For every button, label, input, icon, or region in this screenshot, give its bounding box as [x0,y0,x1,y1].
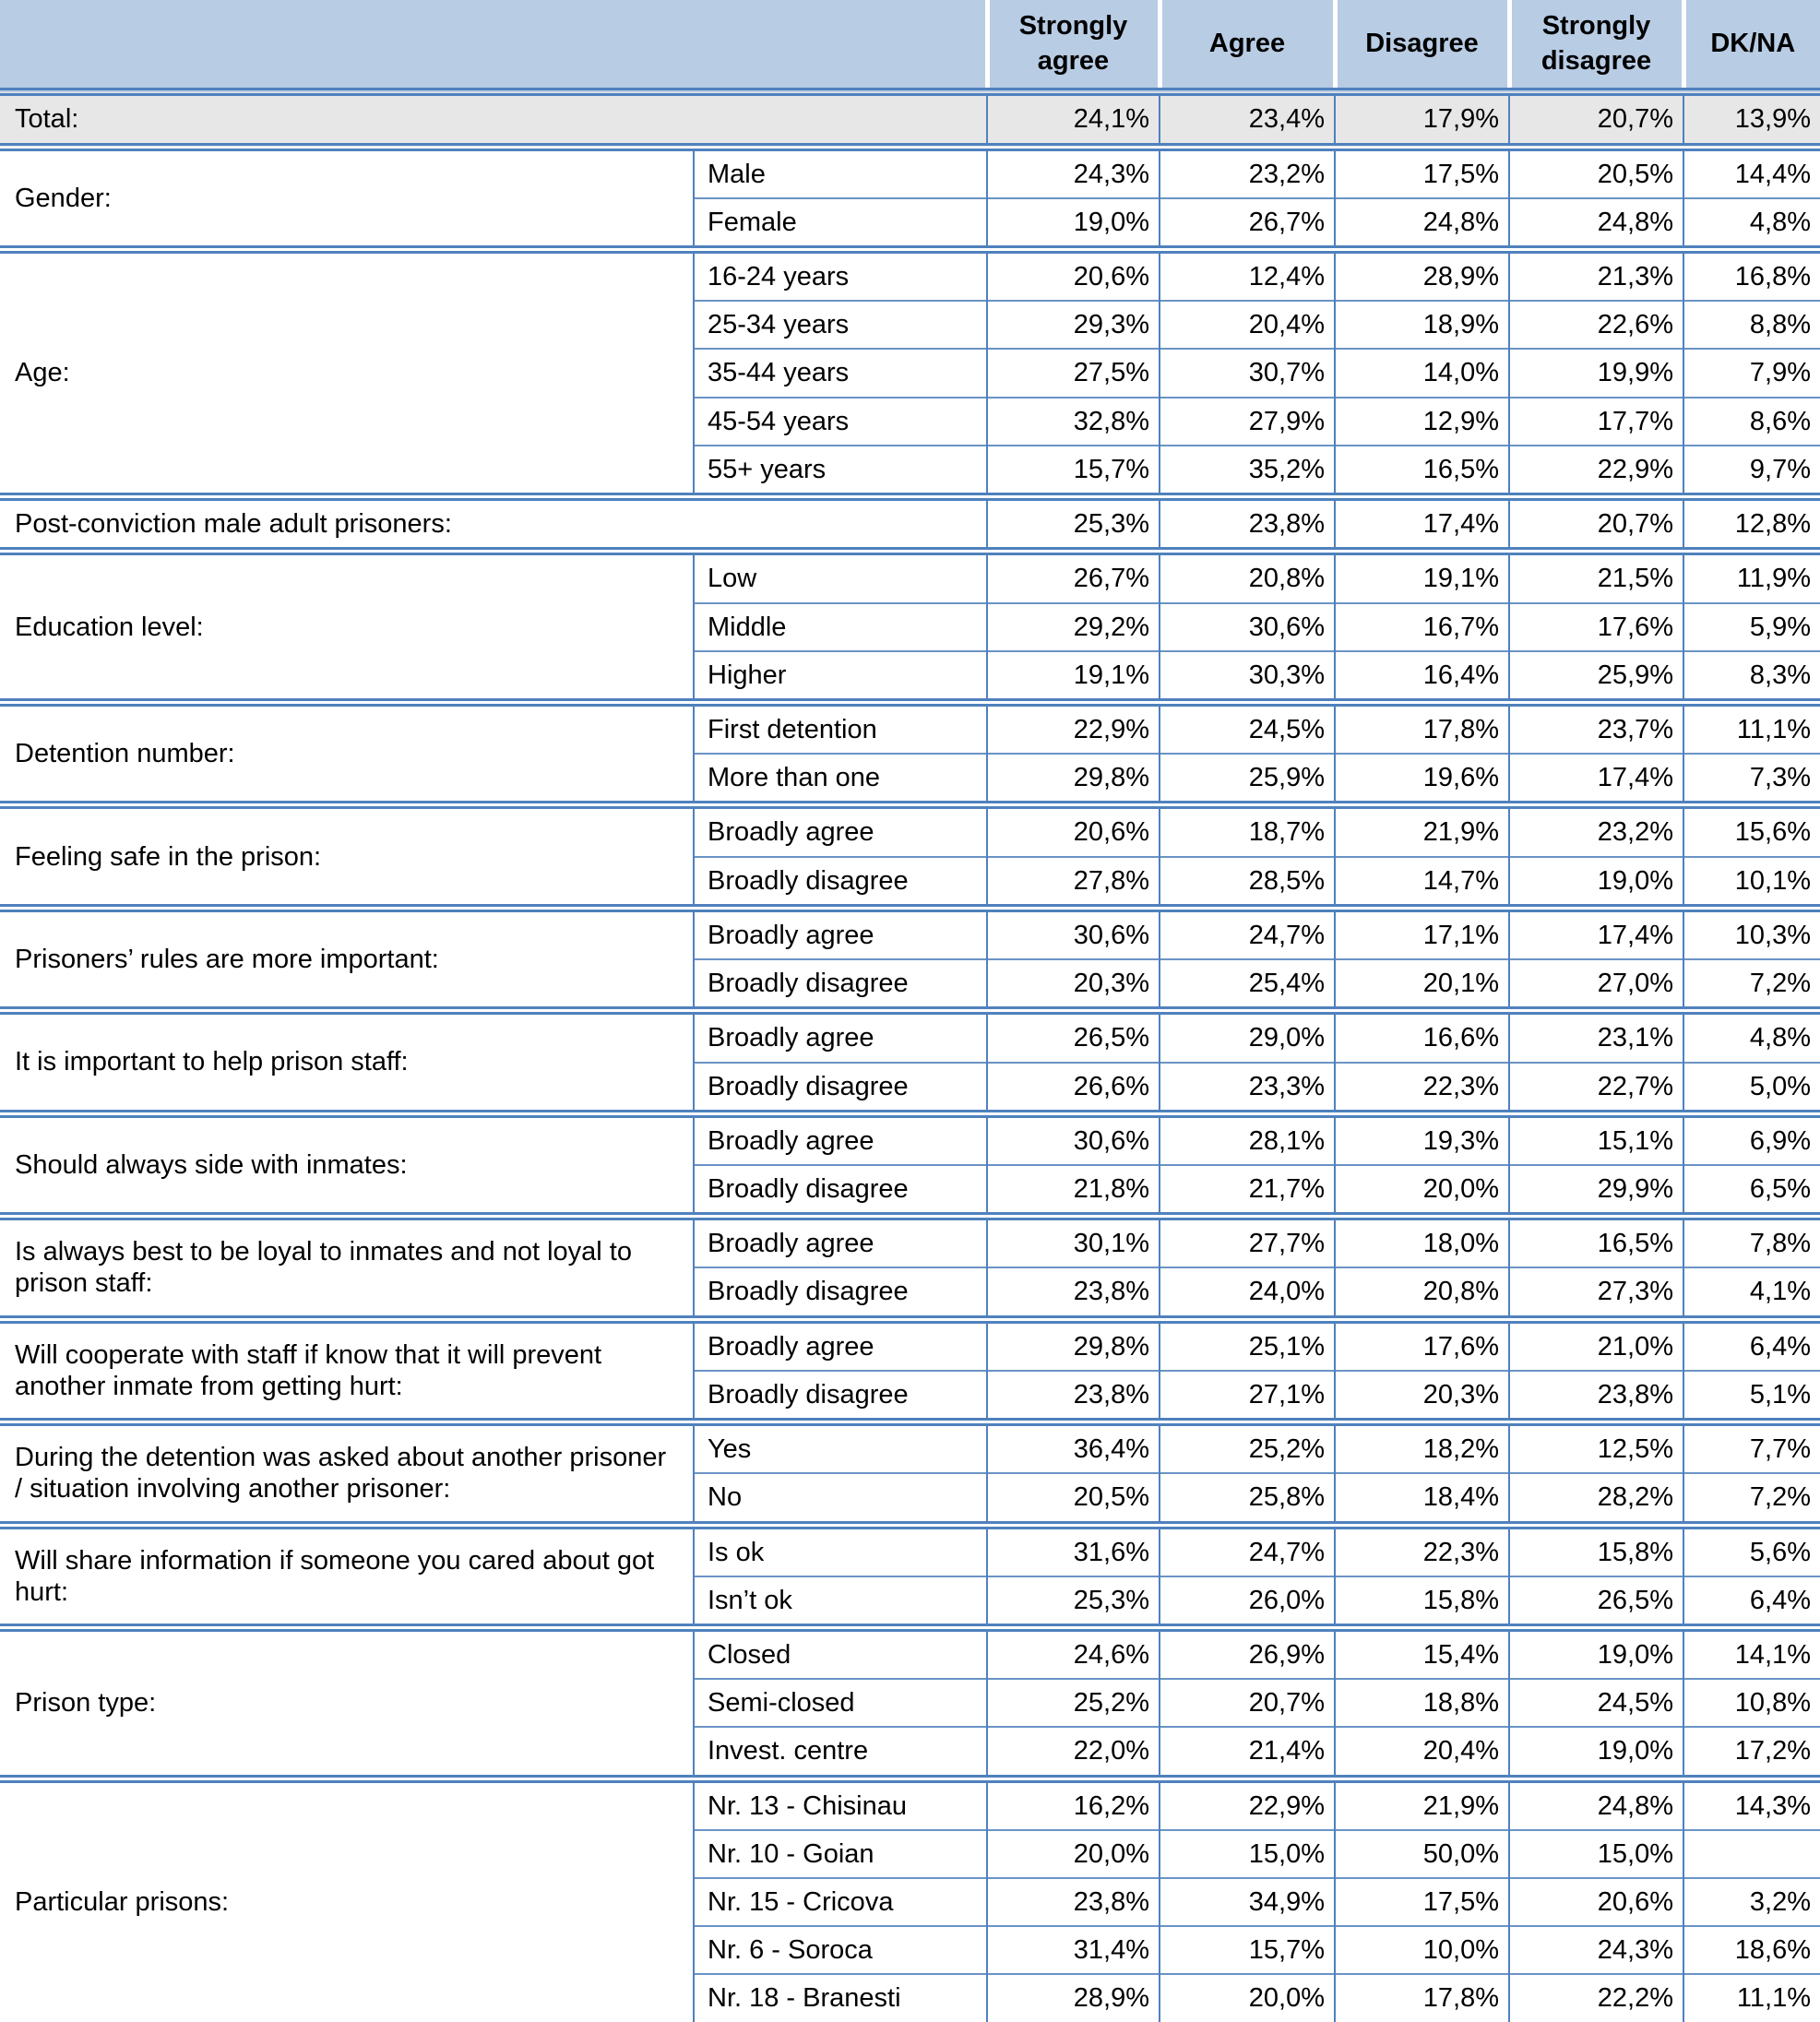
subcategory-cell: Broadly disagree [694,959,987,1011]
category-cell: Feeling safe in the prison: [0,805,694,908]
value-cell: 16,8% [1683,250,1820,302]
value-cell: 11,9% [1683,552,1820,603]
value-cell: 11,1% [1683,703,1820,755]
subcategory-cell: Isn’t ok [694,1576,987,1628]
value-cell: 3,2% [1683,1878,1820,1926]
value-cell: 27,0% [1509,959,1683,1011]
value-cell: 34,9% [1160,1878,1335,1926]
value-cell: 22,9% [987,703,1160,755]
value-cell: 20,5% [1509,147,1683,198]
value-cell: 24,5% [1509,1679,1683,1727]
table-section [0,1113,1820,1216]
value-cell: 22,0% [987,1727,1160,1778]
value-cell: 21,7% [1160,1165,1335,1217]
subcategory-cell: Broadly agree [694,1113,987,1165]
subcategory-cell: 25-34 years [694,301,987,349]
value-cell: 5,6% [1683,1525,1820,1576]
value-cell: 21,9% [1335,1778,1509,1830]
subcategory-cell: Broadly disagree [694,1165,987,1217]
table-row [0,703,1820,755]
value-cell: 21,4% [1160,1727,1335,1778]
table-row [0,1525,1820,1576]
table-header [0,0,1820,92]
column-header: Agree [1160,0,1335,92]
value-cell: 26,6% [987,1063,1160,1114]
value-cell: 20,0% [1160,1974,1335,2021]
value-cell: 18,8% [1335,1679,1509,1727]
value-cell: 20,7% [1509,92,1683,147]
value-cell: 16,2% [987,1778,1160,1830]
subcategory-cell: Broadly agree [694,1011,987,1063]
value-cell: 24,8% [1509,1778,1683,1830]
subcategory-cell: Yes [694,1422,987,1474]
category-cell: Prison type: [0,1627,694,1778]
table-row [0,497,1820,552]
value-cell: 26,0% [1160,1576,1335,1628]
value-cell: 7,2% [1683,1473,1820,1525]
value-cell: 30,6% [1160,603,1335,651]
value-cell: 17,8% [1335,703,1509,755]
table-section [0,497,1820,552]
value-cell: 16,4% [1335,651,1509,703]
value-cell: 22,3% [1335,1063,1509,1114]
value-cell: 20,3% [987,959,1160,1011]
value-cell: 5,9% [1683,603,1820,651]
value-cell: 23,4% [1160,92,1335,147]
value-cell: 21,8% [987,1165,1160,1217]
value-cell: 10,0% [1335,1926,1509,1974]
value-cell: 24,6% [987,1627,1160,1679]
value-cell: 15,4% [1335,1627,1509,1679]
subcategory-cell: Nr. 13 - Chisinau [694,1778,987,1830]
table-row [0,250,1820,302]
value-cell: 10,3% [1683,908,1820,959]
value-cell: 18,7% [1160,805,1335,857]
value-cell: 36,4% [987,1422,1160,1474]
value-cell: 26,9% [1160,1627,1335,1679]
value-cell: 20,4% [1160,301,1335,349]
subcategory-cell: Broadly agree [694,1319,987,1371]
table-section [0,147,1820,249]
column-header: Strongly disagree [1509,0,1683,92]
value-cell: 30,6% [987,1113,1160,1165]
subcategory-cell: Broadly agree [694,1217,987,1268]
value-cell: 24,5% [1160,703,1335,755]
value-cell: 26,7% [987,552,1160,603]
value-cell: 20,7% [1160,1679,1335,1727]
table-section [0,1217,1820,1319]
category-cell: Post-conviction male adult prisoners: [0,497,987,552]
value-cell: 18,2% [1335,1422,1509,1474]
value-cell: 20,8% [1160,552,1335,603]
value-cell: 27,5% [987,349,1160,397]
value-cell: 17,4% [1509,754,1683,805]
subcategory-cell: Nr. 18 - Branesti [694,1974,987,2021]
value-cell: 24,7% [1160,1525,1335,1576]
value-cell: 15,0% [1509,1830,1683,1878]
value-cell: 7,8% [1683,1217,1820,1268]
subcategory-cell: Is ok [694,1525,987,1576]
value-cell: 28,9% [987,1974,1160,2021]
value-cell: 10,8% [1683,1679,1820,1727]
table-row [0,1422,1820,1474]
value-cell: 19,6% [1335,754,1509,805]
value-cell: 29,9% [1509,1165,1683,1217]
table-row [0,1778,1820,1830]
value-cell: 17,1% [1335,908,1509,959]
value-cell: 23,2% [1160,147,1335,198]
value-cell: 19,0% [987,198,1160,250]
subcategory-cell: Higher [694,651,987,703]
value-cell: 7,7% [1683,1422,1820,1474]
value-cell: 31,4% [987,1926,1160,1974]
value-cell: 27,8% [987,857,1160,909]
category-cell: Total: [0,92,987,147]
value-cell: 23,7% [1509,703,1683,755]
value-cell: 27,7% [1160,1217,1335,1268]
subcategory-cell: Closed [694,1627,987,1679]
table-row [0,552,1820,603]
value-cell: 17,6% [1509,603,1683,651]
value-cell: 27,1% [1160,1371,1335,1422]
value-cell: 14,4% [1683,147,1820,198]
category-cell: During the detention was asked about another prisoner / situation involving another prisoner: [0,1422,694,1525]
value-cell: 29,3% [987,301,1160,349]
subcategory-cell: 45-54 years [694,398,987,446]
table-section [0,1422,1820,1525]
value-cell: 21,9% [1335,805,1509,857]
value-cell: 17,2% [1683,1727,1820,1778]
value-cell: 25,1% [1160,1319,1335,1371]
value-cell: 16,5% [1335,446,1509,497]
value-cell: 17,6% [1335,1319,1509,1371]
value-cell: 26,7% [1160,198,1335,250]
value-cell: 29,2% [987,603,1160,651]
value-cell: 15,8% [1509,1525,1683,1576]
value-cell: 23,8% [987,1267,1160,1319]
value-cell: 8,3% [1683,651,1820,703]
value-cell: 15,0% [1160,1830,1335,1878]
value-cell: 19,0% [1509,857,1683,909]
value-cell: 7,2% [1683,959,1820,1011]
value-cell: 24,1% [987,92,1160,147]
value-cell: 23,8% [1509,1371,1683,1422]
value-cell: 22,7% [1509,1063,1683,1114]
value-cell: 10,1% [1683,857,1820,909]
value-cell: 22,9% [1509,446,1683,497]
table-section [0,908,1820,1010]
value-cell: 21,5% [1509,552,1683,603]
table-section [0,805,1820,908]
value-cell: 6,4% [1683,1319,1820,1371]
value-cell: 12,8% [1683,497,1820,552]
value-cell: 22,9% [1160,1778,1335,1830]
value-cell [1683,1830,1820,1878]
value-cell: 8,8% [1683,301,1820,349]
subcategory-cell: First detention [694,703,987,755]
value-cell: 6,4% [1683,1576,1820,1628]
value-cell: 23,3% [1160,1063,1335,1114]
value-cell: 24,3% [987,147,1160,198]
subcategory-cell: Middle [694,603,987,651]
value-cell: 7,3% [1683,754,1820,805]
value-cell: 16,6% [1335,1011,1509,1063]
value-cell: 23,8% [987,1371,1160,1422]
value-cell: 19,1% [1335,552,1509,603]
value-cell: 21,0% [1509,1319,1683,1371]
table-section [0,1011,1820,1113]
value-cell: 20,6% [987,805,1160,857]
value-cell: 20,0% [1335,1165,1509,1217]
table-section [0,250,1820,497]
value-cell: 15,6% [1683,805,1820,857]
category-cell: Age: [0,250,694,497]
value-cell: 28,1% [1160,1113,1335,1165]
value-cell: 50,0% [1335,1830,1509,1878]
value-cell: 21,3% [1509,250,1683,302]
value-cell: 17,9% [1335,92,1509,147]
value-cell: 8,6% [1683,398,1820,446]
value-cell: 32,8% [987,398,1160,446]
value-cell: 25,9% [1509,651,1683,703]
value-cell: 17,4% [1509,908,1683,959]
value-cell: 20,6% [1509,1878,1683,1926]
subcategory-cell: Broadly disagree [694,857,987,909]
value-cell: 16,5% [1509,1217,1683,1268]
value-cell: 20,0% [987,1830,1160,1878]
value-cell: 20,3% [1335,1371,1509,1422]
corner-cell [0,0,987,92]
category-cell: Is always best to be loyal to inmates and not loyal to prison staff: [0,1217,694,1319]
value-cell: 28,2% [1509,1473,1683,1525]
value-cell: 25,8% [1160,1473,1335,1525]
subcategory-cell: Invest. centre [694,1727,987,1778]
value-cell: 15,7% [1160,1926,1335,1974]
category-cell: Education level: [0,552,694,703]
value-cell: 17,5% [1335,147,1509,198]
column-header: Disagree [1335,0,1509,92]
category-cell: Prisoners’ rules are more important: [0,908,694,1010]
value-cell: 30,6% [987,908,1160,959]
value-cell: 25,3% [987,497,1160,552]
subcategory-cell: Low [694,552,987,603]
value-cell: 14,3% [1683,1778,1820,1830]
value-cell: 13,9% [1683,92,1820,147]
value-cell: 24,7% [1160,908,1335,959]
subcategory-cell: 35-44 years [694,349,987,397]
table-row [0,147,1820,198]
value-cell: 11,1% [1683,1974,1820,2021]
column-header: Strongly agree [987,0,1160,92]
category-cell: Gender: [0,147,694,249]
value-cell: 23,8% [1160,497,1335,552]
category-cell: Will cooperate with staff if know that it will prevent another inmate from getting hurt: [0,1319,694,1421]
value-cell: 5,0% [1683,1063,1820,1114]
value-cell: 28,9% [1335,250,1509,302]
subcategory-cell: Nr. 6 - Soroca [694,1926,987,1974]
value-cell: 12,4% [1160,250,1335,302]
subcategory-cell: Broadly disagree [694,1063,987,1114]
value-cell: 4,8% [1683,1011,1820,1063]
subcategory-cell: Male [694,147,987,198]
value-cell: 12,5% [1509,1422,1683,1474]
value-cell: 15,8% [1335,1576,1509,1628]
value-cell: 19,0% [1509,1627,1683,1679]
value-cell: 18,4% [1335,1473,1509,1525]
value-cell: 17,4% [1335,497,1509,552]
subcategory-cell: Broadly agree [694,805,987,857]
value-cell: 18,9% [1335,301,1509,349]
value-cell: 25,3% [987,1576,1160,1628]
table-row [0,1011,1820,1063]
table-row [0,92,1820,147]
table-row [0,1113,1820,1165]
table-section [0,92,1820,147]
table-section [0,1525,1820,1627]
value-cell: 20,7% [1509,497,1683,552]
table-section [0,1627,1820,1778]
category-cell: It is important to help prison staff: [0,1011,694,1113]
value-cell: 17,8% [1335,1974,1509,2021]
table-row [0,1627,1820,1679]
value-cell: 19,0% [1509,1727,1683,1778]
subcategory-cell: 16-24 years [694,250,987,302]
value-cell: 6,5% [1683,1165,1820,1217]
value-cell: 14,7% [1335,857,1509,909]
table-row [0,805,1820,857]
value-cell: 7,9% [1683,349,1820,397]
value-cell: 15,7% [987,446,1160,497]
table-row [0,1319,1820,1371]
category-cell: Particular prisons: [0,1778,694,2022]
value-cell: 24,8% [1335,198,1509,250]
value-cell: 4,1% [1683,1267,1820,1319]
value-cell: 18,6% [1683,1926,1820,1974]
value-cell: 23,8% [987,1878,1160,1926]
value-cell: 12,9% [1335,398,1509,446]
value-cell: 15,1% [1509,1113,1683,1165]
subcategory-cell: More than one [694,754,987,805]
value-cell: 24,8% [1509,198,1683,250]
value-cell: 26,5% [1509,1576,1683,1628]
value-cell: 29,8% [987,754,1160,805]
category-cell: Will share information if someone you cared about got hurt: [0,1525,694,1627]
value-cell: 19,3% [1335,1113,1509,1165]
value-cell: 23,2% [1509,805,1683,857]
subcategory-cell: Broadly disagree [694,1371,987,1422]
value-cell: 29,0% [1160,1011,1335,1063]
subcategory-cell: Nr. 15 - Cricova [694,1878,987,1926]
category-cell: Should always side with inmates: [0,1113,694,1216]
value-cell: 35,2% [1160,446,1335,497]
subcategory-cell: Broadly disagree [694,1267,987,1319]
value-cell: 30,7% [1160,349,1335,397]
value-cell: 14,1% [1683,1627,1820,1679]
header-row [0,0,1820,92]
value-cell: 22,6% [1509,301,1683,349]
value-cell: 20,6% [987,250,1160,302]
value-cell: 4,8% [1683,198,1820,250]
value-cell: 28,5% [1160,857,1335,909]
value-cell: 27,9% [1160,398,1335,446]
value-cell: 17,7% [1509,398,1683,446]
table-section [0,552,1820,703]
value-cell: 31,6% [987,1525,1160,1576]
value-cell: 19,9% [1509,349,1683,397]
table-row [0,908,1820,959]
value-cell: 25,2% [1160,1422,1335,1474]
value-cell: 14,0% [1335,349,1509,397]
value-cell: 9,7% [1683,446,1820,497]
value-cell: 25,2% [987,1679,1160,1727]
table-section [0,1778,1820,2022]
value-cell: 20,4% [1335,1727,1509,1778]
subcategory-cell: Nr. 10 - Goian [694,1830,987,1878]
table-section [0,1319,1820,1421]
value-cell: 25,9% [1160,754,1335,805]
value-cell: 24,3% [1509,1926,1683,1974]
value-cell: 30,1% [987,1217,1160,1268]
value-cell: 6,9% [1683,1113,1820,1165]
subcategory-cell: Semi-closed [694,1679,987,1727]
value-cell: 22,2% [1509,1974,1683,2021]
table-section [0,703,1820,805]
value-cell: 20,5% [987,1473,1160,1525]
value-cell: 30,3% [1160,651,1335,703]
value-cell: 27,3% [1509,1267,1683,1319]
value-cell: 16,7% [1335,603,1509,651]
subcategory-cell: No [694,1473,987,1525]
subcategory-cell: Female [694,198,987,250]
value-cell: 18,0% [1335,1217,1509,1268]
value-cell: 25,4% [1160,959,1335,1011]
subcategory-cell: 55+ years [694,446,987,497]
value-cell: 23,1% [1509,1011,1683,1063]
subcategory-cell: Broadly agree [694,908,987,959]
column-header: DK/NA [1683,0,1820,92]
value-cell: 24,0% [1160,1267,1335,1319]
value-cell: 26,5% [987,1011,1160,1063]
value-cell: 20,1% [1335,959,1509,1011]
value-cell: 19,1% [987,651,1160,703]
value-cell: 20,8% [1335,1267,1509,1319]
category-cell: Detention number: [0,703,694,805]
table-row [0,1217,1820,1268]
value-cell: 22,3% [1335,1525,1509,1576]
value-cell: 17,5% [1335,1878,1509,1926]
value-cell: 29,8% [987,1319,1160,1371]
value-cell: 5,1% [1683,1371,1820,1422]
